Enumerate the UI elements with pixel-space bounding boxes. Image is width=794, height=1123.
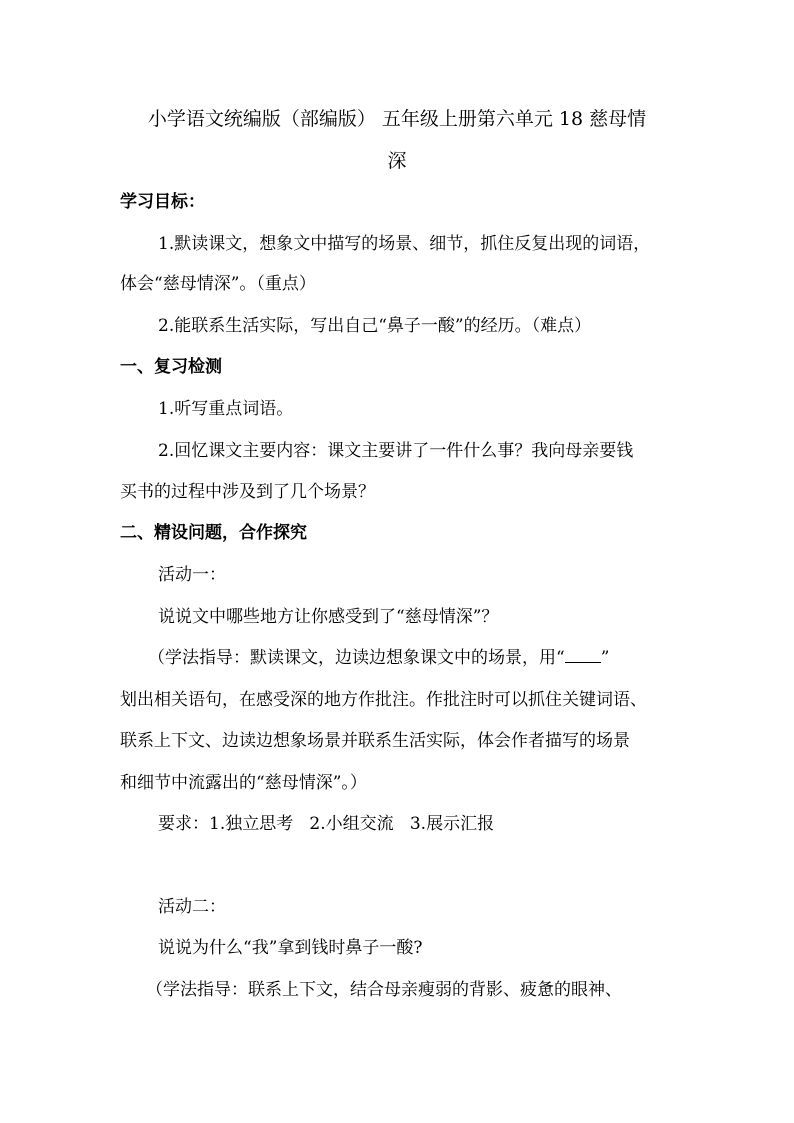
activity-1-guide-line-2: 划出相关语句，在感受深的地方作批注。作批注时可以抓住关键词语、 [120,690,647,710]
objective-1-line-2: 体会“慈母情深”。（重点） [120,274,316,294]
fill-blank-underline [565,648,601,663]
activity-1-guide-line-1-text: （学法指导：默读课文，边读边想象课文中的场景，用“ [148,648,565,668]
activity-1-question: 说说文中哪些地方让你感受到了“慈母情深”？ [158,607,499,627]
objectives-heading: 学习目标： [120,192,205,212]
activity-2-question: 说说为什么“我”拿到钱时鼻子一酸? [158,938,423,958]
activity-1-guide-line-4: 和细节中流露出的“慈母情深”。） [120,773,367,793]
activity-1-guide-line-1 [148,646,680,670]
activity-2-label: 活动二： [158,897,226,917]
activity-1-guide-line-1-close-quote: ” [600,648,610,668]
objective-1-line-1: 1.默读课文，想象文中描写的场景、细节，抓住反复出现的词语， [158,234,651,254]
section-1-item-1: 1.听写重点词语。 [158,399,294,419]
section-1-item-2-line-1: 2.回忆课文主要内容：课文主要讲了一件什么事？我向母亲要钱 [158,441,634,461]
activity-1-requirements: 要求：1.独立思考 2.小组交流 3.展示汇报 [158,814,495,834]
section-1-item-2-line-2: 买书的过程中涉及到了几个场景？ [120,482,375,502]
objective-2: 2.能联系生活实际，写出自己“鼻子一酸”的经历。（难点） [158,316,592,336]
section-1-heading: 一、复习检测 [120,357,222,377]
activity-1-guide-line-3: 联系上下文、边读边想象场景并联系生活实际，体会作者描写的场景 [120,731,630,751]
activity-1-label: 活动一： [158,565,226,585]
page-title-line1: 小学语文统编版（部编版） 五年级上册第六单元 18 慈母情 [147,108,647,130]
section-2-heading: 二、精设问题，合作探究 [120,523,307,543]
activity-2-guide-line-1: （学法指导：联系上下文，结合母亲瘦弱的背影、疲惫的眼神、 [146,980,622,1000]
page-title-line2: 深 [387,150,407,172]
